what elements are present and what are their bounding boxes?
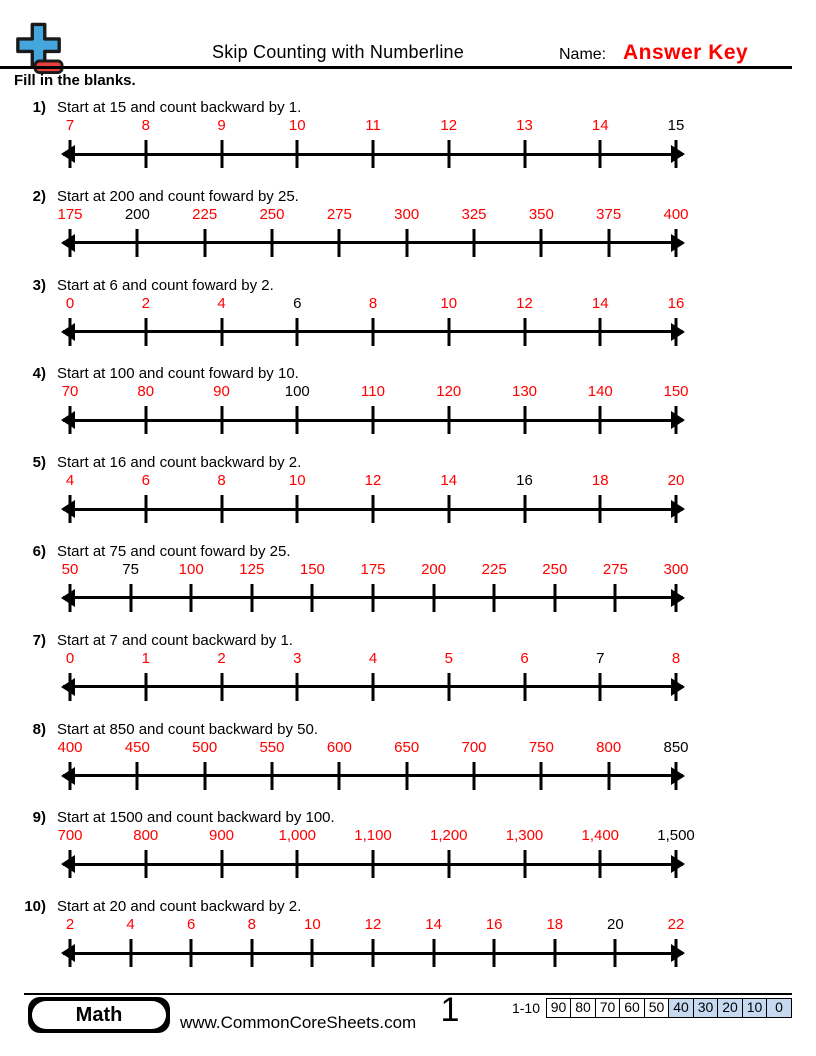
answer-value: 1,200 [429,827,468,845]
answer-value: 225 [192,205,218,223]
answer-value: 10 [304,916,321,934]
tick-mark [220,406,223,434]
right-arrow-icon [671,323,685,341]
score-cell: 90 [546,998,572,1018]
given-value: 75 [122,560,139,578]
given-value: 7 [596,649,605,667]
answer-value: 130 [511,383,538,401]
tick-mark [69,939,72,967]
tick-mark [220,673,223,701]
answer-value: 6 [520,649,529,667]
answer-value: 150 [299,560,325,578]
tick-mark [675,939,678,967]
answer-value: 10 [440,294,458,312]
tick-mark [69,229,72,257]
answer-value: 14 [591,294,609,312]
tick-mark [553,939,556,967]
tick-mark [296,406,299,434]
problem-instruction: Start at 200 and count foward by 25. [57,187,299,205]
answer-value: 8 [368,294,378,312]
tick-mark [296,850,299,878]
tick-mark [675,229,678,257]
answer-value: 700 [461,738,487,756]
problem-header [0,277,816,295]
tick-mark [311,939,314,967]
tick-mark [599,495,602,523]
tick-mark [338,229,341,257]
worksheet-instruction: Fill in the blanks. [14,72,136,89]
answer-value: 100 [178,560,204,578]
tick-mark [447,495,450,523]
tick-mark [599,406,602,434]
problem [0,896,816,985]
given-value: 1,500 [657,827,695,845]
given-value: 200 [124,205,150,223]
header-divider [0,66,792,69]
right-arrow-icon [671,767,685,785]
answer-value: 13 [516,117,533,134]
answer-value: 275 [326,205,352,223]
problem-header [0,188,816,206]
tick-mark [270,762,273,790]
answer-value: 1,100 [354,827,392,845]
numberline-bar [63,241,683,244]
right-arrow-icon [671,855,685,873]
answer-value: 1,400 [581,827,620,845]
tick-mark [675,140,678,168]
score-cell: 10 [742,998,768,1018]
numberline [70,494,676,524]
tick-mark [372,140,375,168]
numberline [70,228,676,258]
tick-mark [220,140,223,168]
answer-value: 10 [288,117,306,134]
tick-mark [69,673,72,701]
page-number: 1 [440,991,460,1029]
numberline-labels [65,916,685,934]
tick-mark [250,584,253,612]
tick-mark [599,850,602,878]
answer-value: 11 [365,117,381,134]
website-text: www.CommonCoreSheets.com [180,1013,417,1032]
answer-value: 20 [667,472,685,490]
answer-value: 8 [141,117,150,134]
answer-value: 22 [667,916,685,934]
tick-mark [372,318,375,346]
answer-value: 16 [485,916,503,934]
answer-value: 12 [364,472,382,490]
tick-mark [136,762,139,790]
answer-value: 250 [259,205,285,223]
tick-mark [69,318,72,346]
answer-value: 175 [57,205,83,223]
problem-header [0,99,816,117]
answer-value: 1 [141,649,150,667]
problem-header [0,543,816,561]
tick-mark [296,140,299,168]
answer-value: 0 [65,294,75,312]
tick-mark [372,673,375,701]
answer-value: 500 [192,738,218,756]
tick-mark [432,939,435,967]
numberline-labels [57,738,689,757]
footer-divider [24,993,792,995]
problem-number: 3) [32,276,46,294]
problem-instruction: Start at 100 and count foward by 10. [57,365,299,383]
tick-mark [250,939,253,967]
tick-mark [270,229,273,257]
score-cell: 40 [668,998,694,1018]
tick-mark [69,584,72,612]
answer-value: 12 [516,294,533,312]
problem-instruction: Start at 1500 and count backward by 100. [57,809,335,827]
given-value: 16 [516,472,533,490]
problem-number: 10) [24,898,46,916]
tick-mark [447,406,450,434]
answer-value: 70 [61,383,79,401]
answer-value: 550 [259,738,285,756]
answer-value: 14 [440,472,458,490]
answer-value: 4 [65,472,75,490]
tick-mark [447,140,450,168]
tick-mark [447,850,450,878]
answer-value: 12 [440,117,458,134]
tick-mark [296,495,299,523]
right-arrow-icon [671,145,685,163]
tick-mark [675,673,678,701]
problem-instruction: Start at 7 and count backward by 1. [57,631,293,649]
tick-mark [675,495,678,523]
tick-mark [523,495,526,523]
tick-mark [372,584,375,612]
tick-mark [523,850,526,878]
tick-mark [553,584,556,612]
score-cell: 50 [644,998,670,1018]
answer-value: 350 [528,205,554,223]
answer-value: 10 [288,472,306,490]
tick-mark [338,762,341,790]
problem-number: 8) [32,720,46,738]
problem-header [0,721,816,739]
answer-value: 800 [133,827,159,845]
tick-mark [372,939,375,967]
tick-mark [144,406,147,434]
subject-badge [28,997,170,1033]
numberline [70,317,676,347]
answer-value: 300 [394,205,420,223]
score-cells [547,998,792,1018]
tick-mark [540,229,543,257]
score-cell: 70 [595,998,621,1018]
problem [0,452,816,541]
answer-value: 90 [213,383,230,401]
answer-value: 450 [124,738,150,756]
numberline [70,938,676,968]
problem-number: 6) [32,542,46,560]
answer-value: 250 [542,560,568,578]
answer-value: 0 [65,649,75,667]
tick-mark [405,762,408,790]
problem [0,275,816,364]
tick-mark [447,673,450,701]
answer-value: 175 [360,560,386,578]
problem-number: 7) [32,631,46,649]
tick-mark [190,584,193,612]
answer-value: 18 [546,916,564,934]
tick-mark [372,850,375,878]
answer-value: 2 [65,916,75,934]
tick-mark [675,762,678,790]
right-arrow-icon [671,944,685,962]
answer-value: 14 [591,117,609,134]
answer-value: 750 [528,738,554,756]
tick-mark [523,673,526,701]
numberline-labels [57,205,689,224]
answer-value: 6 [141,472,150,490]
problem-instruction: Start at 6 and count foward by 2. [57,276,274,294]
tick-mark [69,406,72,434]
right-arrow-icon [671,234,685,252]
answer-value: 900 [208,827,235,845]
tick-mark [675,406,678,434]
tick-mark [69,140,72,168]
answer-value: 300 [663,560,689,578]
tick-mark [220,495,223,523]
problem-header [0,365,816,383]
numberline [70,849,676,879]
answer-value: 800 [596,738,622,756]
tick-mark [599,673,602,701]
numberline [70,583,676,613]
answer-value: 6 [187,916,196,934]
tick-mark [144,140,147,168]
tick-mark [296,673,299,701]
numberline-labels [61,383,689,401]
answer-value: 1,000 [278,827,317,845]
answer-value: 650 [394,738,420,756]
problem-number: 4) [32,365,46,383]
numberline-labels [61,560,689,579]
numberline-bar [63,774,683,777]
right-arrow-icon [671,589,685,607]
score-table [512,998,792,1018]
problem-header [0,632,816,650]
problem-header [0,809,816,827]
right-arrow-icon [671,500,685,518]
answer-value: 5 [444,649,453,667]
tick-mark [675,318,678,346]
tick-mark [607,229,610,257]
answer-value: 120 [436,383,462,401]
given-value: 100 [284,383,310,401]
problem [0,630,816,719]
tick-mark [493,584,496,612]
problem-number: 5) [32,454,46,472]
tick-mark [129,584,132,612]
problem [0,807,816,896]
answer-value: 8 [217,472,226,490]
answer-value: 125 [239,560,265,578]
given-value: 15 [667,117,685,134]
answer-value: 1,300 [505,827,544,845]
answer-value: 4 [368,649,378,667]
problem-number: 1) [32,99,46,116]
answer-value: 400 [663,205,689,223]
score-cell: 30 [693,998,719,1018]
answer-value: 8 [247,916,256,934]
tick-mark [190,939,193,967]
name-label: Name: [559,46,607,63]
tick-mark [69,850,72,878]
answer-value: 50 [61,560,79,578]
score-cell: 20 [717,998,743,1018]
numberline [70,405,676,435]
tick-mark [220,850,223,878]
problem-instruction: Start at 20 and count backward by 2. [57,898,302,916]
problem-header [0,454,816,472]
answer-value: 9 [217,117,226,134]
answer-value: 700 [57,827,83,845]
tick-mark [144,850,147,878]
tick-mark [523,140,526,168]
problem [0,719,816,808]
problems-list [0,97,816,985]
answer-value: 225 [481,560,507,578]
answer-value: 18 [591,472,609,490]
tick-mark [523,406,526,434]
problem-number: 9) [32,809,46,827]
problem [0,186,816,275]
score-range-label: 1-10 [511,1000,540,1016]
tick-mark [69,762,72,790]
tick-mark [614,939,617,967]
tick-mark [523,318,526,346]
problem [0,97,816,186]
tick-mark [675,584,678,612]
problem-instruction: Start at 75 and count foward by 25. [57,542,291,560]
tick-mark [405,229,408,257]
numberline-labels [65,117,685,135]
numberline [70,672,676,702]
score-cell: 0 [766,998,792,1018]
tick-mark [203,229,206,257]
answer-value: 2 [217,649,226,667]
tick-mark [473,229,476,257]
right-arrow-icon [671,411,685,429]
tick-mark [675,850,678,878]
tick-mark [129,939,132,967]
problem-instruction: Start at 850 and count backward by 50. [57,720,318,738]
tick-mark [614,584,617,612]
tick-mark [432,584,435,612]
page-title: Skip Counting with Numberline [212,42,464,62]
given-value: 20 [607,916,624,934]
problem-header [0,898,816,916]
tick-mark [599,318,602,346]
answer-value: 12 [364,916,382,934]
answer-value: 200 [421,560,447,578]
tick-mark [69,495,72,523]
numberline [70,139,676,169]
tick-mark [144,495,147,523]
tick-mark [220,318,223,346]
answer-value: 150 [663,383,689,401]
given-value: 850 [663,738,689,756]
right-arrow-icon [671,678,685,696]
tick-mark [372,406,375,434]
tick-mark [599,140,602,168]
answer-value: 80 [137,383,155,401]
problem [0,541,816,630]
problem-instruction: Start at 15 and count backward by 1. [57,99,302,116]
answer-value: 600 [326,738,352,756]
numberline [70,761,676,791]
answer-value: 8 [671,649,681,667]
numberline-labels [65,649,681,668]
numberline-labels [57,827,695,845]
tick-mark [447,318,450,346]
tick-mark [540,762,543,790]
answer-value: 2 [141,294,150,312]
problem-instruction: Start at 16 and count backward by 2. [57,454,302,472]
answer-value: 14 [425,916,442,934]
numberline-labels [65,294,685,313]
given-value: 6 [293,294,302,312]
answer-value: 7 [65,117,75,134]
tick-mark [203,762,206,790]
answer-value: 4 [217,294,226,312]
answer-value: 400 [57,738,83,756]
score-cell: 80 [570,998,596,1018]
tick-mark [473,762,476,790]
tick-mark [144,673,147,701]
answer-value: 3 [293,649,302,667]
answer-value: 16 [667,294,685,312]
answer-value: 325 [461,205,487,223]
answer-value: 110 [361,383,385,401]
tick-mark [493,939,496,967]
problem-number: 2) [32,187,46,205]
answer-value: 375 [596,205,622,223]
answer-value: 4 [126,916,135,934]
answer-value: 275 [602,560,628,578]
answer-value: 140 [587,383,613,401]
numberline-labels [65,472,685,490]
answer-key-text: Answer Key [623,41,749,64]
tick-mark [311,584,314,612]
tick-mark [607,762,610,790]
tick-mark [372,495,375,523]
tick-mark [296,318,299,346]
problem [0,363,816,452]
tick-mark [136,229,139,257]
tick-mark [144,318,147,346]
subject-badge-label: Math [32,1001,166,1029]
score-cell: 60 [619,998,645,1018]
